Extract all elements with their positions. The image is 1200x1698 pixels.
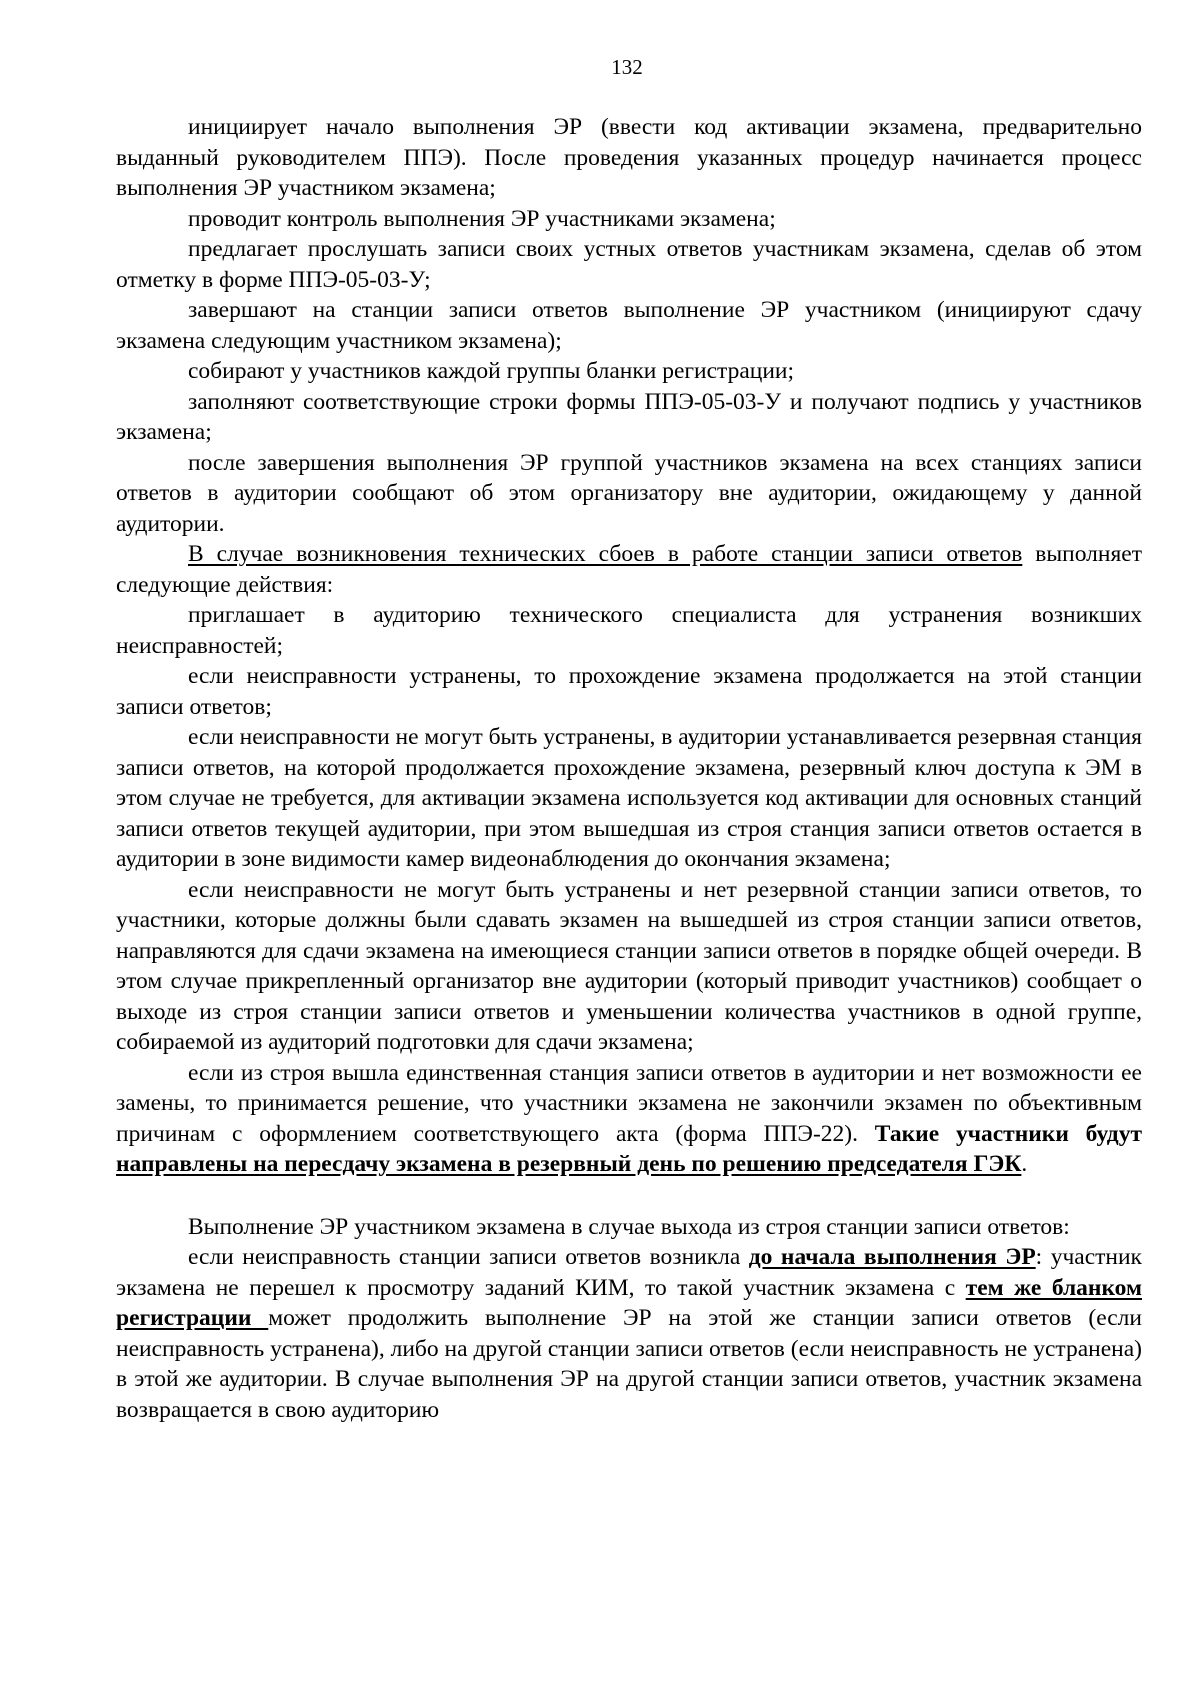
paragraph: предлагает прослушать записи своих устных ответов участникам экзамена, сделав об этом отметку в форме ППЭ-05-03-У; — [116, 236, 1142, 293]
paragraph: если неисправности устранены, то прохождение экзамена продолжается на этой станции записи ответов; — [116, 663, 1142, 720]
paragraph-text: если из строя вышла единственная станция записи ответов в аудитории и нет возможности ее замены, то принимается решение, что участники экзамена не закончили экзамен по объективным причинам с оформлением соответствующего акта (форма ППЭ-22). — [116, 1059, 1142, 1147]
paragraph: если неисправности не могут быть устранены и нет резервной станции записи ответов, то участники, которые должны были сдавать экзамен на вышедшей из строя станции записи ответов, направляются для сдачи экзамена на имеющиеся станции записи ответов в порядке общей очереди. В этом случае прикрепленный организатор вне аудитории (который приводит участников) сообщает о выходе из строя станции записи ответов и уменьшении количества участников в одной группе, собираемой из аудиторий подготовки для сдачи экзамена; — [116, 876, 1142, 1055]
paragraph-single-station — [116, 1058, 1142, 1180]
paragraph: если неисправности не могут быть устранены, в аудитории устанавливается резервная станция записи ответов, на которой продолжается прохождение экзамена, резервный ключ доступа к ЭМ в этом случае не требуется, для активации экзамена используется код активации для основных станций записи ответов текущей аудитории, при этом вышедшая из строя станция записи ответов остается в аудитории в зоне видимости камер видеонаблюдения до окончания экзамена; — [116, 724, 1142, 872]
paragraph-text: если неисправность станции записи ответов возникла — [188, 1244, 749, 1270]
bold-underlined-text: направлены на пересдачу экзамена в резервный день по решению председателя ГЭК — [116, 1151, 1022, 1177]
underlined-heading: В случае возникновения технических сбоев в работе станции записи ответов — [188, 541, 1023, 567]
paragraph-text: может продолжить выполнение ЭР на этой же станции записи ответов (если неисправность устранена), либо на другой станции записи ответов (если неисправность не устранена) в этой же аудитории. В случае выполнения ЭР на другой станции записи ответов, участник экзамена возвращается в свою аудиторию — [116, 1305, 1142, 1423]
paragraph: собирают у участников каждой группы бланки регистрации; — [188, 358, 795, 384]
paragraph: после завершения выполнения ЭР группой участников экзамена на всех станциях записи ответов в аудитории сообщают об этом организатору вне аудитории, ожидающему у данной аудитории. — [116, 449, 1142, 537]
paragraph: инициирует начало выполнения ЭР (ввести код активации экзамена, предварительно выданный руководителем ППЭ). После проведения указанных процедур начинается процесс выполнения ЭР участником экзамена; — [116, 114, 1142, 201]
document-body — [116, 112, 1142, 1425]
bold-underlined-text: до начала выполнения ЭР — [748, 1244, 1036, 1270]
paragraph-technical-failures — [116, 539, 1142, 600]
bold-underlined-text: тем же бланком регистрации — [116, 1274, 1142, 1331]
paragraph-text: : участник экзамена не перешел к просмотру заданий КИМ, то такой участник экзамена с — [116, 1244, 1142, 1301]
paragraph-end: . — [1021, 1151, 1028, 1177]
paragraph: заполняют соответствующие строки формы ППЭ-05-03-У и получают подпись у участников экзамена; — [116, 388, 1142, 445]
paragraph: проводит контроль выполнения ЭР участниками экзамена; — [188, 205, 776, 232]
bold-text: Такие участники будут — [874, 1120, 1142, 1147]
page-number: 132 — [611, 55, 643, 79]
paragraph-before-start — [116, 1242, 1142, 1425]
paragraph: завершают на станции записи ответов выполнение ЭР участником (инициируют сдачу экзамена следующим участником экзамена); — [116, 297, 1142, 354]
paragraph: приглашает в аудиторию технического специалиста для устранения возникших неисправностей; — [116, 602, 1142, 659]
paragraph-tail: выполняет следующие действия: — [116, 541, 1142, 598]
paragraph: Выполнение ЭР участником экзамена в случае выхода из строя станции записи ответов: — [188, 1213, 1070, 1240]
